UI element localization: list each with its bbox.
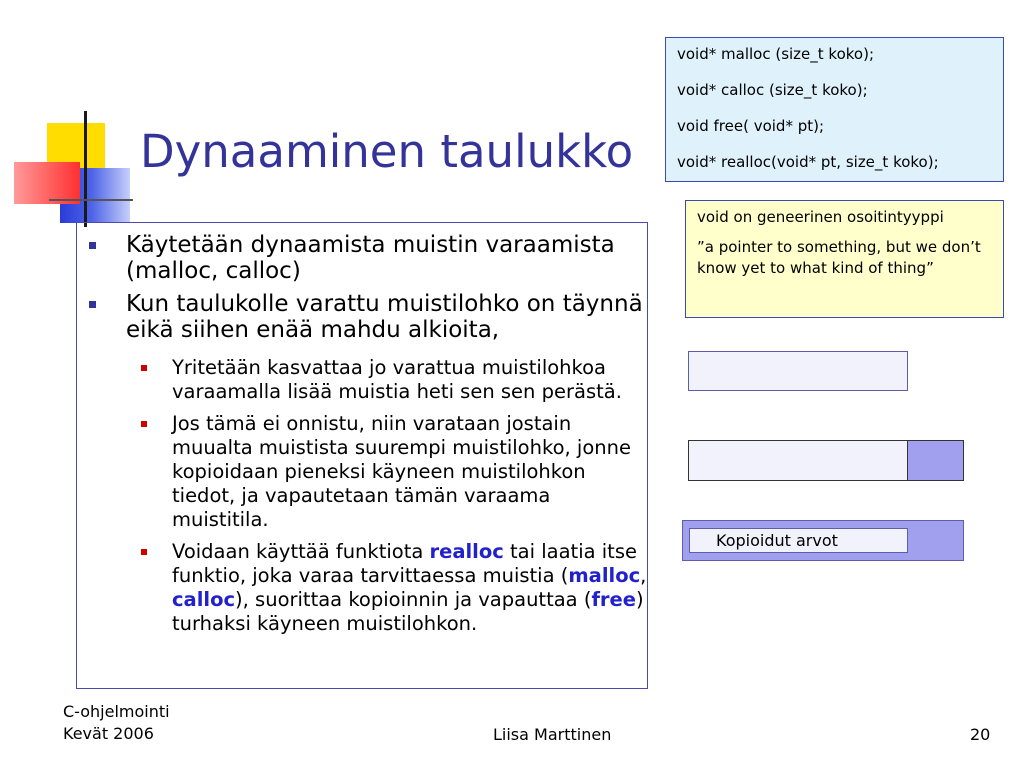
page-number: 20 [970, 725, 991, 744]
footer-course [63, 701, 170, 745]
sub-bullet-marker [141, 421, 147, 427]
prototype-free: void free( void* pt); [677, 117, 825, 135]
keyword-calloc: calloc [172, 588, 236, 611]
content-box [76, 222, 648, 689]
prototype-malloc: void* malloc (size_t koko); [677, 45, 874, 63]
memory-block-original [688, 351, 908, 391]
prototypes-box [665, 37, 1004, 182]
prototype-realloc: void* realloc(void* pt, size_t koko); [677, 153, 939, 171]
bullet-block-full [77, 291, 647, 343]
keyword-malloc: malloc [568, 564, 641, 587]
sub-bullet-text: Jos tämä ei onnistu, niin varataan jostain muualta muistista suurempi muistilohko, jonne kopioidaan pieneksi käyneen muistilohkon tiedot, ja vapautetaan tämän varaama muistitila. [172, 412, 631, 531]
keyword-free: free [591, 588, 636, 611]
void-note-box [685, 200, 1004, 318]
sub-bullet-text [172, 540, 646, 635]
bullet-text: Kun taulukolle varattu muistilohko on täynnä eikä siihen enää mahdu alkioita, [126, 291, 643, 343]
sub-bullet-marker [141, 549, 147, 555]
copied-values-block: Kopioidut arvot [689, 528, 908, 553]
text-segment: , [640, 564, 647, 587]
sub-bullet-realloc [77, 540, 647, 636]
note-line-quote: ”a pointer to something, but we don’t know yet to what kind of thing” [697, 238, 981, 277]
logo-vertical-line [84, 111, 87, 227]
footer-term: Kevät 2006 [63, 724, 154, 743]
memory-block-extension [907, 440, 964, 481]
bullet-marker [89, 301, 96, 308]
note-line-generic-pointer: void on geneerinen osoitintyyppi [697, 208, 944, 226]
keyword-realloc: realloc [429, 540, 504, 563]
text-segment: ) turhaksi käyneen muistilohkon. [172, 588, 644, 635]
sub-bullet-copy-block [77, 412, 647, 532]
sub-bullet-text: Yritetään kasvattaa jo varattua muistilohkoa varaamalla lisää muistia heti sen sen perästä. [172, 356, 622, 403]
text-segment: Voidaan käyttää funktiota [172, 540, 430, 563]
footer-author: Liisa Marttinen [493, 725, 612, 744]
slide-title: Dynaaminen taulukko [140, 125, 634, 178]
logo-red-square [14, 162, 80, 204]
text-segment: ), suorittaa kopioinnin ja vapauttaa ( [235, 588, 592, 611]
prototype-calloc: void* calloc (size_t koko); [677, 81, 868, 99]
sub-bullet-marker [141, 365, 147, 371]
footer-course-name: C-ohjelmointi [63, 702, 170, 721]
logo-horizontal-line [49, 199, 133, 201]
bullet-marker [89, 242, 96, 249]
memory-block-grown [688, 440, 908, 481]
bullet-dynamic-allocation [77, 232, 647, 284]
bullet-text: Käytetään dynaamista muistin varaamista (malloc, calloc) [126, 232, 615, 284]
sub-bullet-grow-block [77, 356, 647, 404]
text-segment: tai laatia itse funktio, joka varaa tarvittaessa muistia ( [172, 540, 637, 587]
